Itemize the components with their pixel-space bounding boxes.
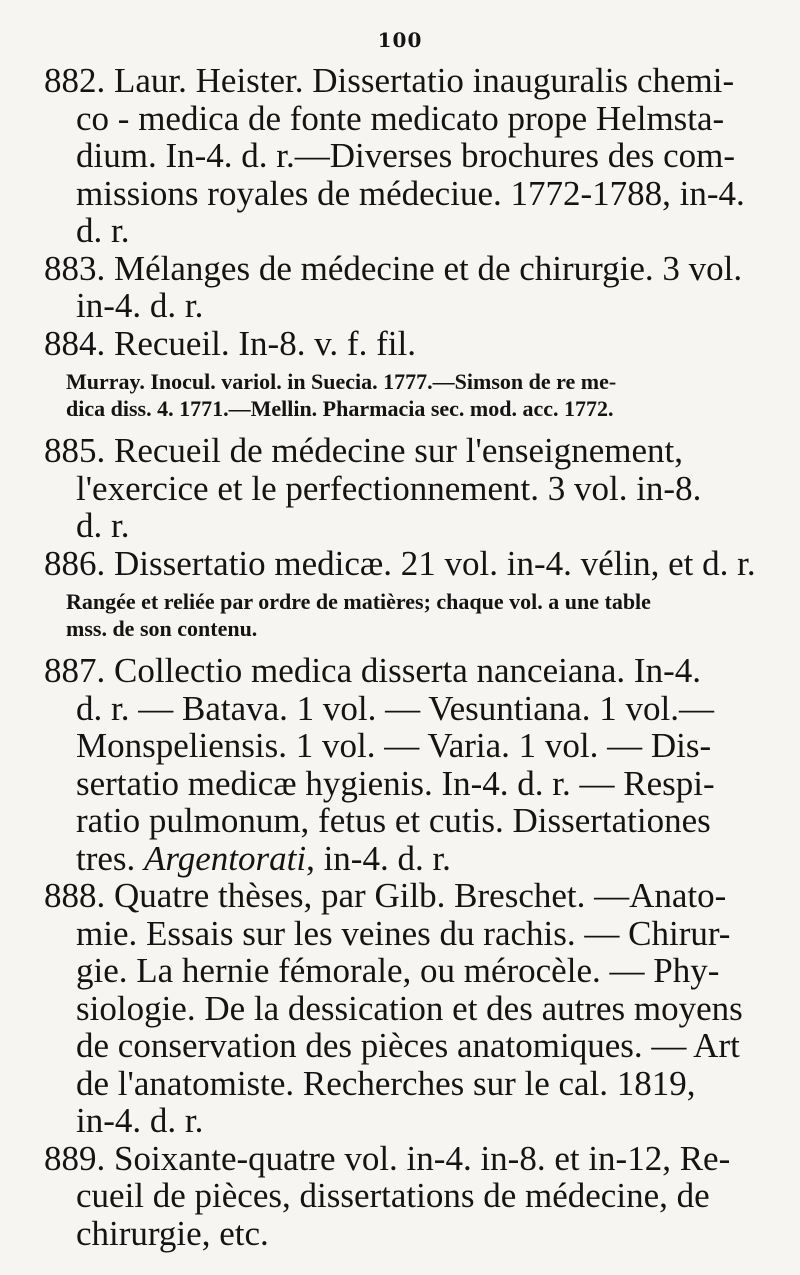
entry-line-plain: tres. (76, 838, 145, 878)
entry-line: cueil de pièces, dissertations de médecine, de (76, 1176, 710, 1215)
entry-line: gie. La hernie fémorale, ou mérocèle. — Phy- (76, 951, 720, 990)
entry-889 (44, 1140, 764, 1253)
entry-line: de conservation des pièces anatomiques. — Art (76, 1026, 740, 1065)
entry-line (44, 840, 764, 878)
entry-line: 889. Soixante-quatre vol. in-4. in-8. et in-12, Re- (44, 1138, 731, 1178)
entry-line: missions royales de médeciue. 1772-1788, in-4. (76, 173, 745, 213)
entry-882 (44, 62, 764, 250)
entry-note: mss. de son contenu. (66, 616, 258, 641)
entry-line: in-4. d. r. (76, 1101, 204, 1140)
entry-line: mie. Essais sur les veines du rachis. — Chirur- (76, 913, 731, 953)
entry-885 (44, 432, 764, 545)
entry-line: 882. Laur. Heister. Dissertatio inauguralis chemi- (44, 61, 735, 100)
entry-line: 888. Quatre thèses, par Gilb. Breschet. —Anato- (44, 876, 727, 915)
entry-line: Monspeliensis. 1 vol. — Varia. 1 vol. — Dis- (76, 726, 712, 765)
entry-line: siologie. De la dessication et des autres moyens (76, 988, 743, 1028)
entry-line: sertatio medicæ hygienis. In-4. d. r. — Respi- (76, 763, 715, 803)
entry-line: d. r. (76, 506, 130, 545)
place-name-italic: Argentorati (144, 838, 307, 878)
entry-line: chirurgie, etc. (76, 1213, 269, 1253)
entry-note: dica diss. 4. 1771.—Mellin. Pharmacia sec. mod. acc. 1772. (66, 396, 614, 421)
catalog-body (44, 62, 764, 1252)
entry-884 (44, 325, 764, 433)
page-number: 100 (377, 28, 423, 52)
entry-line: d. r. (76, 211, 130, 250)
entry-line: l'exercice et le perfectionnement. 3 vol. in-8. (76, 468, 702, 508)
entry-line: in-4. d. r. (76, 286, 204, 325)
entry-line: de l'anatomiste. Recherches sur le cal. 1819, (76, 1063, 696, 1103)
entry-line-rest: , in-4. d. r. (306, 838, 451, 878)
entry-line: 883. Mélanges de médecine et de chirurgie. 3 vol. (44, 248, 743, 288)
entry-line: 887. Collectio medica disserta nanceiana. In-4. (44, 651, 701, 690)
entry-line: ratio pulmonum, fetus et cutis. Dissertationes (76, 801, 711, 840)
entry-note: Rangée et reliée par ordre de matières; chaque vol. a une table (66, 589, 651, 614)
entry-line: 886. Dissertatio medicæ. 21 vol. in-4. vélin, et d. r. (44, 543, 756, 583)
entry-883 (44, 250, 764, 325)
entry-887 (44, 652, 764, 877)
entry-line: d. r. — Batava. 1 vol. — Vesuntiana. 1 vol.— (76, 688, 715, 728)
entry-line: co - medica de fonte medicato prope Helmsta- (76, 98, 725, 138)
entry-line: 885. Recueil de médecine sur l'enseignement, (44, 431, 684, 470)
entry-886 (44, 545, 764, 653)
entry-note: Murray. Inocul. variol. in Suecia. 1777.—Simson de re me- (66, 369, 617, 394)
entry-line: dium. In-4. d. r.—Diverses brochures des com- (76, 136, 736, 175)
entry-888 (44, 877, 764, 1140)
entry-line: 884. Recueil. In-8. v. f. fil. (44, 323, 416, 363)
